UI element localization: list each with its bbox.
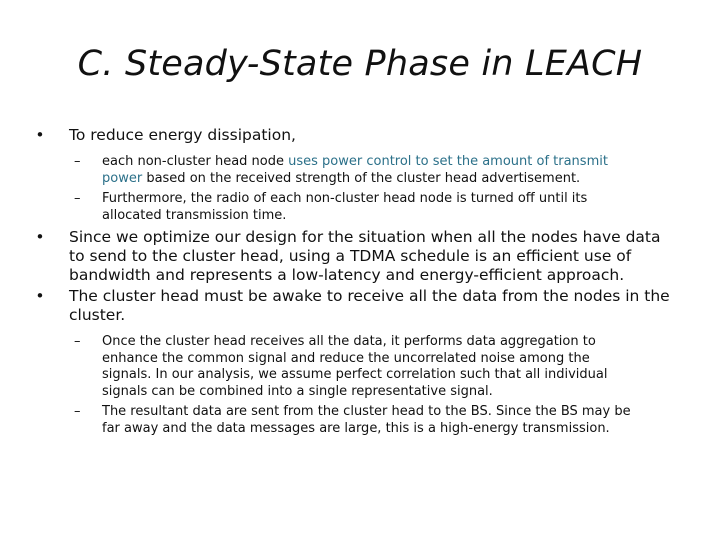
sub-list	[69, 334, 680, 437]
highlighted-text: uses power control to set the amount of transmit power	[102, 154, 608, 186]
bullet-icon: •	[35, 287, 45, 305]
bullet-icon: •	[35, 228, 45, 246]
dash-icon: –	[74, 404, 81, 419]
sub-item-bs-transmission	[69, 404, 641, 437]
bullet-text: Since we optimize our design for the situation when all the nodes have data to send to the cluster head, using a TDMA schedule is an efficient use of bandwidth and represents a low-latency and energy-efficient approach.	[69, 228, 661, 284]
bullet-tdma-schedule	[30, 228, 680, 285]
bullet-icon: •	[35, 126, 45, 144]
sub-item-aggregation	[69, 334, 641, 400]
slide-title: C. Steady-State Phase in LEACH	[77, 44, 643, 84]
bullet-energy-dissipation	[30, 126, 680, 224]
bullet-text: The cluster head must be awake to receive all the data from the nodes in the cluster.	[69, 287, 670, 324]
sub-text: The resultant data are sent from the cluster head to the BS. Since the BS may be far away and the data messages are large, this is a high-energy transmission.	[102, 404, 631, 436]
slide-body	[30, 126, 680, 441]
sub-item-radio-off	[69, 191, 641, 224]
dash-icon: –	[74, 154, 81, 169]
bullet-cluster-head-awake	[30, 287, 680, 437]
sub-text-pre: each non-cluster head node	[102, 154, 289, 169]
sub-list	[69, 154, 680, 224]
dash-icon: –	[74, 334, 81, 349]
sub-text: Once the cluster head receives all the data, it performs data aggregation to enhance the common signal and reduce the uncorrelated noise among the signals. In our analysis, we assume perfect correlation such that all individual signals can be combined into a single representative signal.	[102, 334, 608, 399]
bullet-text: To reduce energy dissipation,	[69, 126, 296, 144]
sub-text: Furthermore, the radio of each non-cluster head node is turned off until its allocated transmission time.	[102, 191, 588, 223]
sub-item-power-control	[69, 154, 641, 187]
dash-icon: –	[74, 191, 81, 206]
sub-text-post: based on the received strength of the cluster head advertisement.	[142, 170, 581, 186]
